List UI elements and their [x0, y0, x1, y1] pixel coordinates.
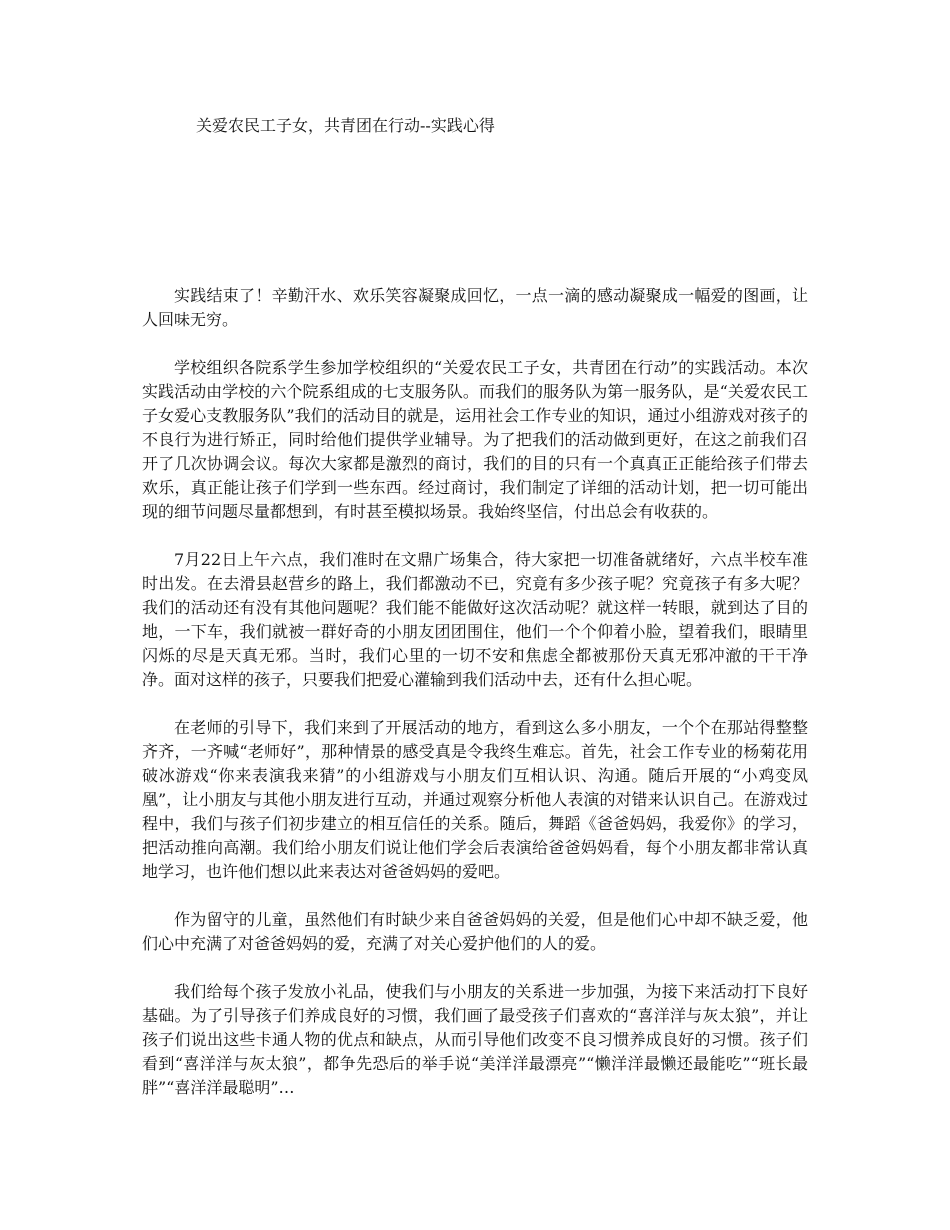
- paragraph-4: 在老师的引导下，我们来到了开展活动的地方，看到这么多小朋友，一个个在那站得整整齐齐，一齐喊“老师好”，那种情景的感受真是令我终生难忘。首先，社会工作专业的杨菊花用破冰游戏“你来表演我来猜”的小组游戏与小朋友们互相认识、沟通。随后开展的“小鸡变凤凰”，让小朋友与其他小朋友进行互动，并通过观察分析他人表演的对错来认识自己。在游戏过程中，我们与孩子们初步建立的相互信任的关系。随后，舞蹈《爸爸妈妈，我爱你》的学习，把活动推向高潮。我们给小朋友们说让他们学会后表演给爸爸妈妈看，每个小朋友都非常认真地学习，也许他们想以此来表达对爸爸妈妈的爱吧。: [142, 718, 808, 881]
- paragraph-6: 我们给每个孩子发放小礼品，使我们与小朋友的关系进一步加强，为接下来活动打下良好基础。为了引导孩子们养成良好的习惯，我们画了最受孩子们喜欢的“喜洋洋与灰太狼”，并让孩子们说出这些卡通人物的优点和缺点，从而引导他们改变不良习惯养成良好的习惯。孩子们看到“喜洋洋与灰太狼”，都争先恐后的举手说“美洋洋最漂亮”“懒洋洋最懒还最能吃”“班长最胖”“喜洋洋最聪明”…: [142, 982, 808, 1097]
- paragraph-1: 实践结束了！辛勤汗水、欢乐笑容凝聚成回忆，一点一滴的感动凝聚成一幅爱的图画，让人回味无穷。: [142, 286, 808, 329]
- paragraph-3: 7月22日上午六点，我们准时在文鼎广场集合，待大家把一切准备就绪好，六点半校车准时出发。在去滑县赵营乡的路上，我们都激动不已，究竟有多少孩子呢？究竟孩子有多大呢？我们的活动还有没有其他问题呢？我们能不能做好这次活动呢？就这样一转眼，就到达了目的地，一下车，我们就被一群好奇的小朋友团团围住，他们一个个仰着小脸，望着我们，眼睛里闪烁的尽是天真无邪。当时，我们心里的一切不安和焦虑全都被那份天真无邪冲澈的干干净净。面对这样的孩子，只要我们把爱心灌输到我们活动中去，还有什么担心呢。: [142, 550, 808, 689]
- paragraph-5: 作为留守的儿童，虽然他们有时缺少来自爸爸妈妈的关爱，但是他们心中却不缺乏爱，他们心中充满了对爸爸妈妈的爱，充满了对关心爱护他们的人的爱。: [142, 910, 808, 953]
- document-title: 关爱农民工子女，共青团在行动--实践心得: [196, 116, 495, 135]
- paragraph-2: 学校组织各院系学生参加学校组织的“关爱农民工子女，共青团在行动”的实践活动。本次实践活动由学校的六个院系组成的七支服务队。而我们的服务队为第一服务队，是“关爱农民工子女爱心支教服务队”我们的活动目的就是，运用社会工作专业的知识，通过小组游戏对孩子的不良行为进行矫正，同时给他们提供学业辅导。为了把我们的活动做到更好，在这之前我们召开了几次协调会议。每次大家都是激烈的商讨，我们的目的只有一个真真正正能给孩子们带去欢乐，真正能让孩子们学到一些东西。经过商讨，我们制定了详细的活动计划，把一切可能出现的细节问题尽量都想到，有时甚至模拟场景。我始终坚信，付出总会有收获的。: [142, 358, 808, 521]
- document-body: [142, 284, 808, 1124]
